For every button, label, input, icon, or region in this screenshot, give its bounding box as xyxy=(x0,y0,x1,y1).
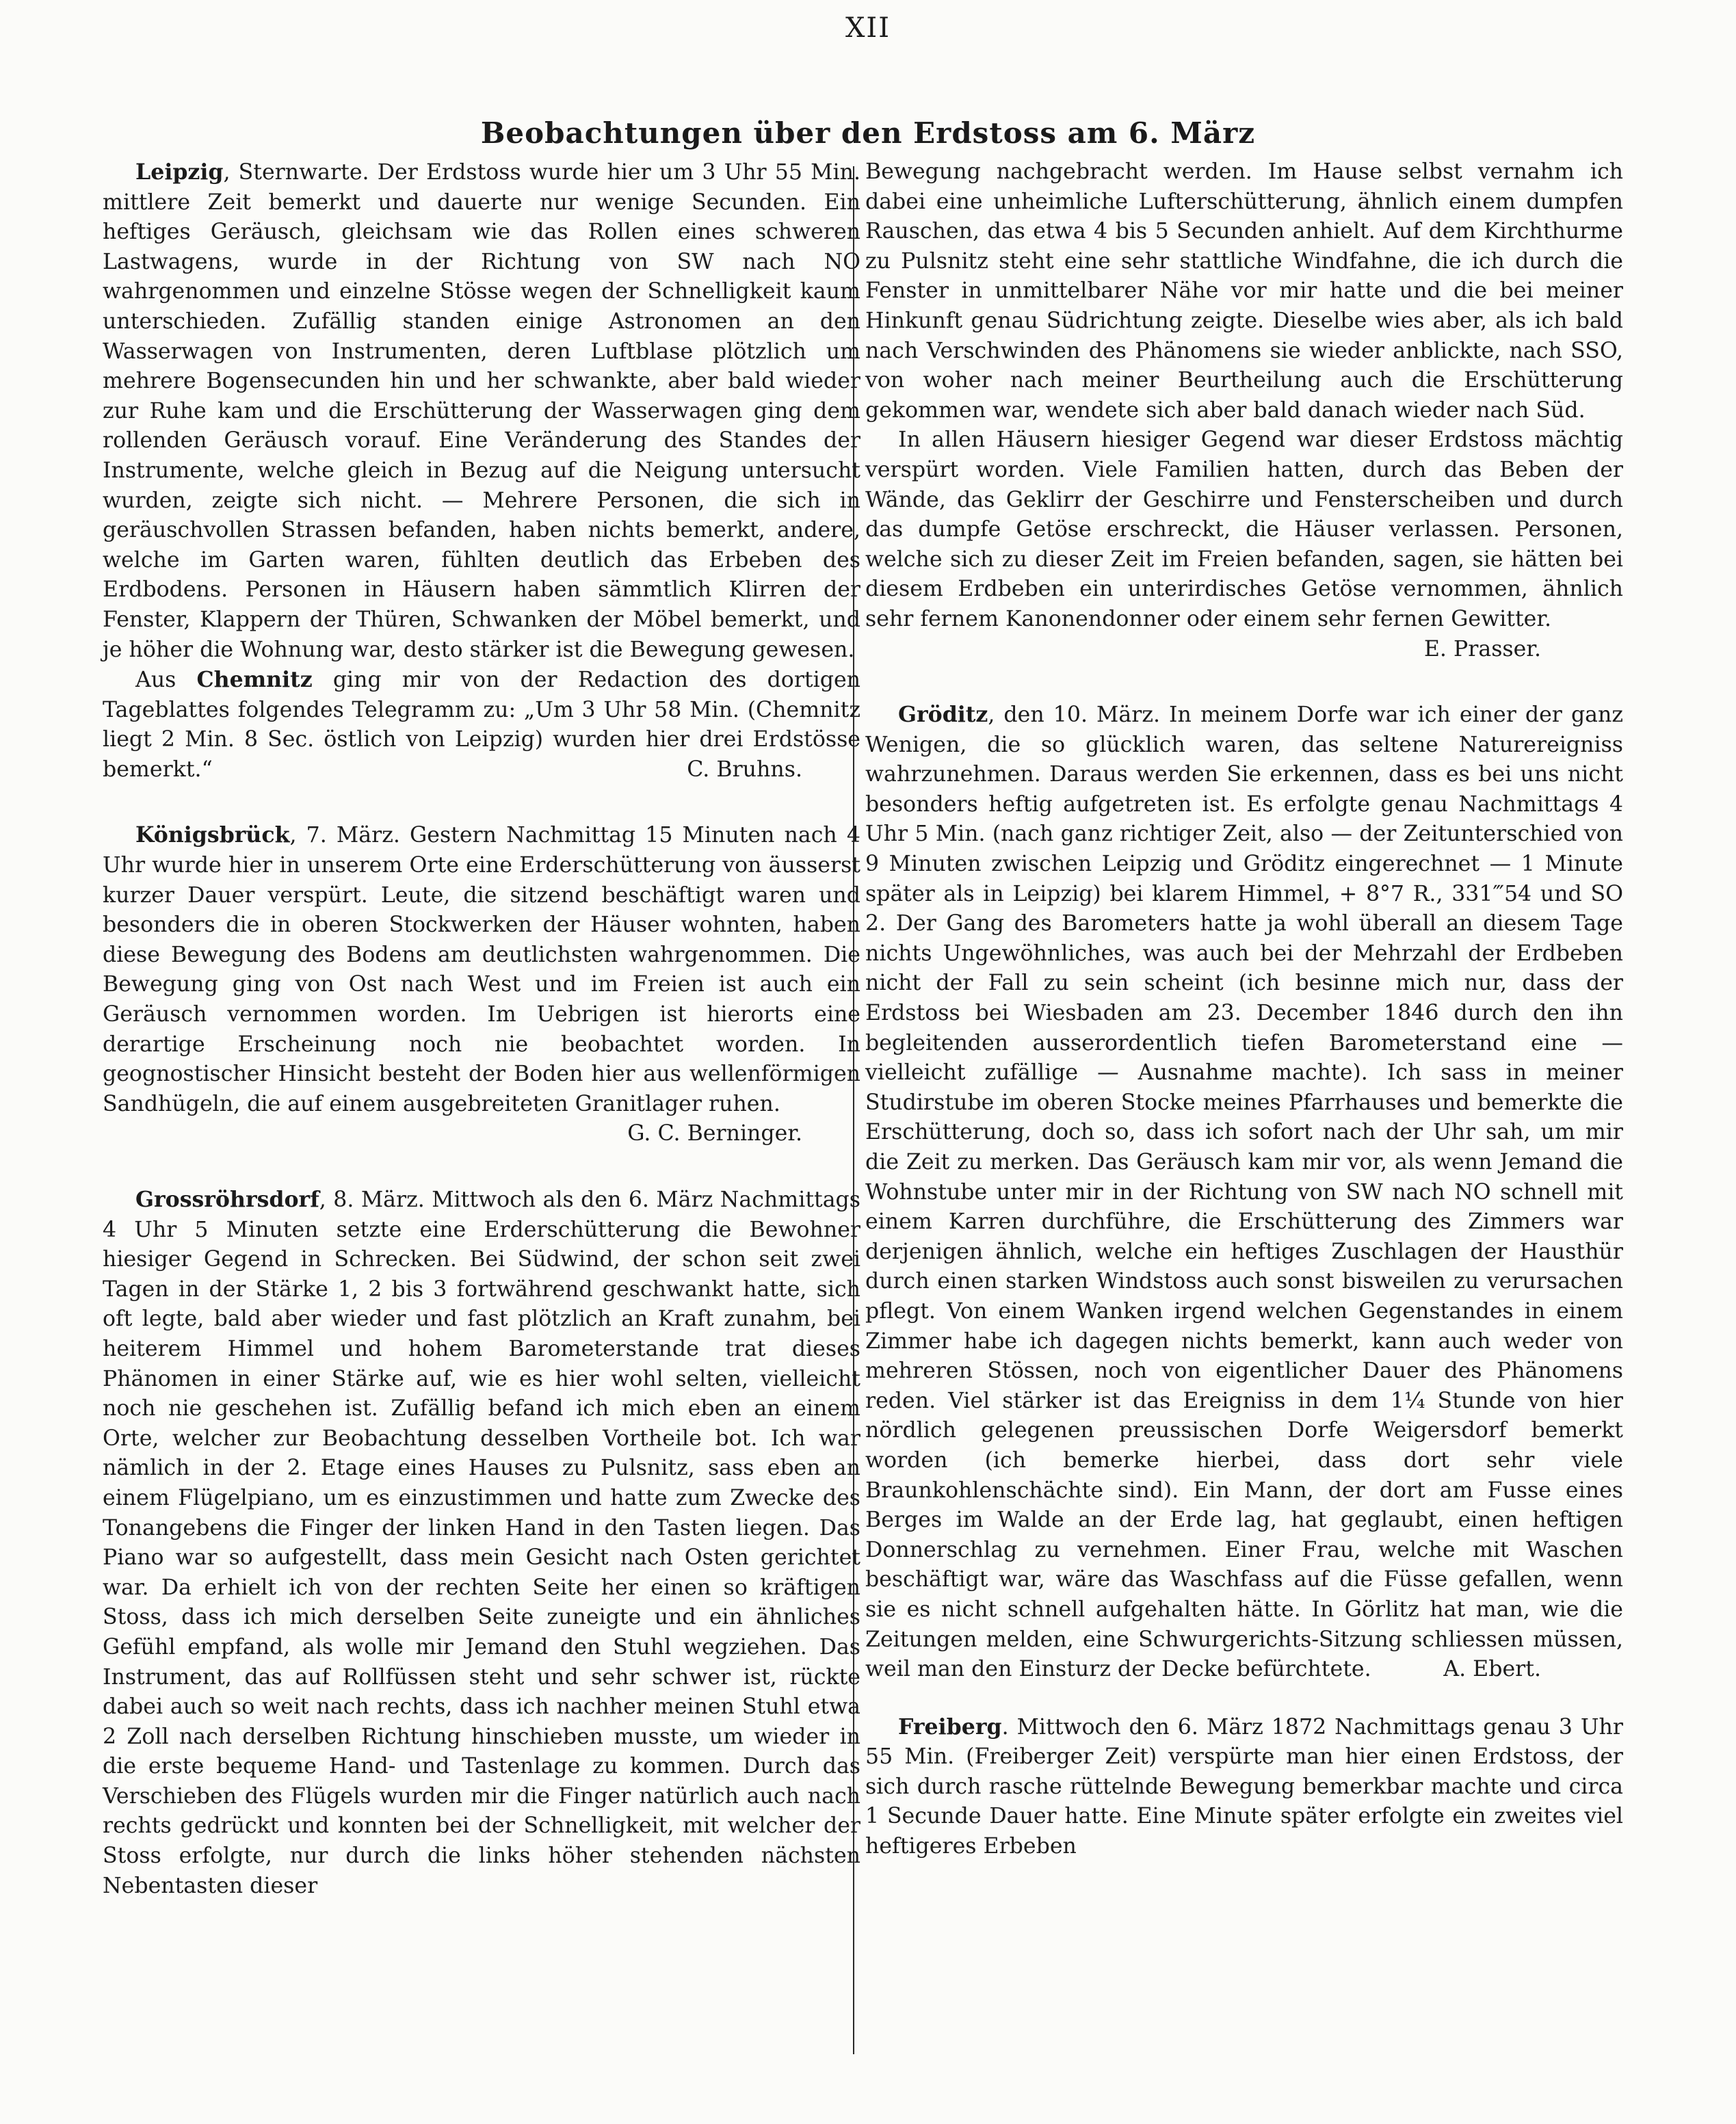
report-text-prefix: Aus xyxy=(135,668,197,693)
place-name-grossroehrsdorf: Grossröhrsdorf xyxy=(135,1187,319,1212)
report-text: Bewegung nachgebracht werden. Im Hause selbst vernahm ich dabei eine unheimliche Lufterschütterung, ähnlich einem dumpfen Rauschen, das etwa 4 bis 5 Secunden anhielt. Auf dem Kirchthurme zu Pulsnitz steht eine sehr stattliche Windfahne, die ich durch die Fenster in unmittelbarer Nähe vor mir hatte und die bei meiner Hinkunft genau Südrichtung zeigte. Dieselbe wies aber, als ich bald nach Verschwinden des Phänomens sie wieder anblickte, nach SSO, von woher nach meiner Beurtheilung auch die Erschütterung gekommen war, wendete sich aber bald danach wieder nach Süd. xyxy=(865,159,1623,423)
place-name-groeditz: Gröditz xyxy=(898,702,988,728)
right-column xyxy=(865,157,1623,1862)
place-name-freiberg: Freiberg xyxy=(898,1714,1002,1740)
report-text: , 8. März. Mittwoch als den 6. März Nachmittags 4 Uhr 5 Minuten setzte eine Erderschütterung die Bewohner hiesiger Gegend in Schrecken. Bei Südwind, der schon seit zwei Tagen in der Stärke 1, 2 bis 3 fortwährend geschwankt hatte, sich oft legte, bald aber wieder und fast plötzlich an Kraft zunahm, bei heiterem Himmel und hohem Barometerstande trat dieses Phänomen in einer Stärke auf, wie es hier wohl selten, vielleicht noch nie geschehen ist. Zufällig befand ich mich eben an einem Orte, welcher zur Beobachtung desselben Vortheile bot. Ich war nämlich in der 2. Etage eines Hauses zu Pulsnitz, sass eben an einem Flügelpiano, um es einzustimmen und hatte zum Zwecke des Tonangebens die Finger der linken Hand in den Tasten liegen. Das Piano war so aufgestellt, dass mein Gesicht nach Osten gerichtet war. Da erhielt ich von der rechten Seite her einen so kräftigen Stoss, dass ich mich derselben Seite zuneigte und ein ähnliches Gefühl empfand, als wolle mir Jemand den Stuhl wegziehen. Das Instrument, das auf Rollfüssen steht und sehr schwer ist, rückte dabei auch so weit nach rechts, dass ich nachher meinen Stuhl etwa 2 Zoll nach derselben Richtung hinschieben musste, um wieder in die erste bequeme Hand- und Tastenlage zu kommen. Durch das Verschieben des Flügels wurden mir die Finger natürlich auch nach rechts gedrückt und konnten bei der Schnelligkeit, mit welcher der Stoss erfolgte, nur durch die links höher stehenden nächsten Nebentasten dieser xyxy=(103,1188,860,1898)
left-column xyxy=(103,157,860,1901)
place-name-leipzig: Leipzig xyxy=(135,159,224,185)
report-text: , 7. März. Gestern Nachmittag 15 Minuten nach 4 Uhr wurde hier in unserem Orte eine Erderschütterung von äusserst kurzer Dauer verspürt. Leute, die sitzend beschäftigt waren und besonders die in oberen Stockwerken der Häuser wohnten, haben diese Bewegung des Bodens am deutlichsten wahrgenommen. Die Bewegung ging von Ost nach West und im Freien ist auch ein Geräusch vernommen worden. Im Uebrigen ist hierorts eine derartige Erscheinung noch nie beobachtet worden. In geognostischer Hinsicht besteht der Boden hier aus wellenförmigen Sandhügeln, die auf einem ausgebreiteten Granitlager ruhen. xyxy=(103,823,860,1116)
report-freiberg xyxy=(865,1712,1623,1862)
signature: E. Prasser. xyxy=(1423,636,1541,661)
report-text: , den 10. März. In meinem Dorfe war ich einer der ganz Wenigen, die so glücklich waren, das seltene Naturereigniss wahrzunehmen. Daraus werden Sie erkennen, dass es bei uns nicht besonders heftig aufgetreten ist. Es erfolgte genau Nachmittags 4 Uhr 5 Min. (nach ganz richtiger Zeit, also — der Zeitunterschied von 9 Minuten zwischen Leipzig und Gröditz eingerechnet — 1 Minute später als in Leipzig) bei klarem Himmel, + 8°7 R., 331‴54 und SO 2. Der Gang des Barometers hatte ja wohl überall an diesem Tage nichts Ungewöhnliches, was auch bei der Mehrzahl der Erdbeben nicht der Fall zu sein scheint (ich besinne mich nur, dass der Erdstoss bei Wiesbaden am 23. December 1846 durch den ihn begleitenden ausserordentlich tiefen Barometerstand eine — vielleicht zufällige — Ausnahme machte). Ich sass in meiner Studirstube im oberen Stocke meines Pfarrhauses und bemerkte die Erschütterung, doch so, dass ich sofort nach der Uhr sah, um mir die Zeit zu merken. Das Geräusch kam mir vor, als wenn Jemand die Wohnstube unter mir in der Richtung von SW nach NO schnell mit einem Karren durchführe, die Erschütterung des Zimmers war derjenigen ähnlich, welche ein heftiges Zuschlagen der Hausthür durch einen starken Windstoss auch sonst bisweilen zu verursachen pflegt. Von einem Wanken irgend welchen Gegenstandes in einem Zimmer habe ich dagegen nichts bemerkt, kann auch weder von mehreren Stössen, noch von eigentlicher Dauer des Phänomens reden. Viel stärker ist das Ereigniss in dem 1¼ Stunde von hier nördlich gelegenen preussischen Dorfe Weigersdorf bemerkt worden (ich bemerke hierbei, dass dort sehr viele Braunkohlenschächte sind). Ein Mann, der dort am Fusse eines Berges im Walde an der Erde lag, hat geglaubt, einen heftigen Donnerschlag zu vernehmen. Einer Frau, welche mit Waschen beschäftigt war, wäre das Waschfass auf die Füsse gefallen, wenn sie es nicht schnell aufgehalten hätte. In Görlitz hat man, wie die Zeitungen melden, eine Schwurgerichts-Sitzung schliessen müssen, weil man den Einsturz der Decke befürchtete. xyxy=(865,703,1623,1682)
signature: G. C. Berninger. xyxy=(627,1121,802,1146)
report-koenigsbrueck xyxy=(103,820,860,1149)
report-text: . Mittwoch den 6. März 1872 Nachmittags genau 3 Uhr 55 Min. (Freiberger Zeit) verspürte man hier einen Erdstoss, der sich durch rasche rüttelnde Bewegung bemerkbar machte und circa 1 Secunde Dauer hatte. Eine Minute später erfolgte ein zweites viel heftigeres Erbeben xyxy=(865,1714,1623,1859)
page-heading: Beobachtungen über den Erdstoss am 6. März xyxy=(480,116,1256,150)
place-name-koenigsbrueck: Königsbrück xyxy=(135,822,290,848)
report-leipzig xyxy=(103,157,860,665)
report-grossroehrsdorf-continued xyxy=(865,157,1623,664)
place-name-chemnitz: Chemnitz xyxy=(196,667,313,693)
page-number: XII xyxy=(845,12,891,44)
signature: C. Bruhns. xyxy=(687,757,802,782)
report-text: ging mir von der Redaction des dortigen Tageblattes folgendes Telegramm zu: „Um 3 Uhr 58 Min. (Chemnitz liegt 2 Min. 8 Sec. östlich von Leipzig) wurden hier drei Erdstösse bemerkt.“ xyxy=(103,668,860,782)
signature: A. Ebert. xyxy=(1443,1657,1541,1682)
report-text: In allen Häusern hiesiger Gegend war dieser Erdstoss mächtig verspürt worden. Viele Familien hatten, durch das Beben der Wände, das Geklirr der Geschirre und Fensterscheiben und durch das dumpfe Getöse erschreckt, die Häuser verlassen. Personen, welche sich zu dieser Zeit im Freien befanden, sagen, sie hätten bei diesem Erdbeben ein unterirdisches Getöse vernommen, ähnlich sehr fernem Kanonendonner oder einem sehr fernen Gewitter. xyxy=(865,428,1623,631)
report-groeditz xyxy=(865,700,1623,1685)
report-chemnitz xyxy=(103,665,860,785)
report-text: , Sternwarte. Der Erdstoss wurde hier um 3 Uhr 55 Min. mittlere Zeit bemerkt und dauerte nur wenige Secunden. Ein heftiges Geräusch, gleichsam wie das Rollen eines schweren Lastwagens, wurde in der Richtung von SW nach NO wahrgenommen und einzelne Stösse wegen der Schnelligkeit kaum unterschieden. Zufällig standen einige Astronomen an den Wasserwagen von Instrumenten, deren Luftblase plötzlich um mehrere Bogensecunden hin und her schwankte, aber bald wieder zur Ruhe kam und die Erschütterung der Wasserwagen ging dem rollenden Geräusch vorauf. Eine Veränderung des Standes der Instrumente, welche gleich in Bezug auf die Neigung untersucht wurden, zeigte sich nicht. — Mehrere Personen, die sich in geräuschvollen Strassen befanden, haben nichts bemerkt, andere, welche im Garten waren, fühlten deutlich das Erbeben des Erdbodens. Personen in Häusern haben sämmtlich Klirren der Fenster, Klappern der Thüren, Schwanken der Möbel bemerkt, und je höher die Wohnung war, desto stärker ist die Bewegung gewesen. xyxy=(103,160,860,662)
report-grossroehrsdorf xyxy=(103,1185,860,1901)
